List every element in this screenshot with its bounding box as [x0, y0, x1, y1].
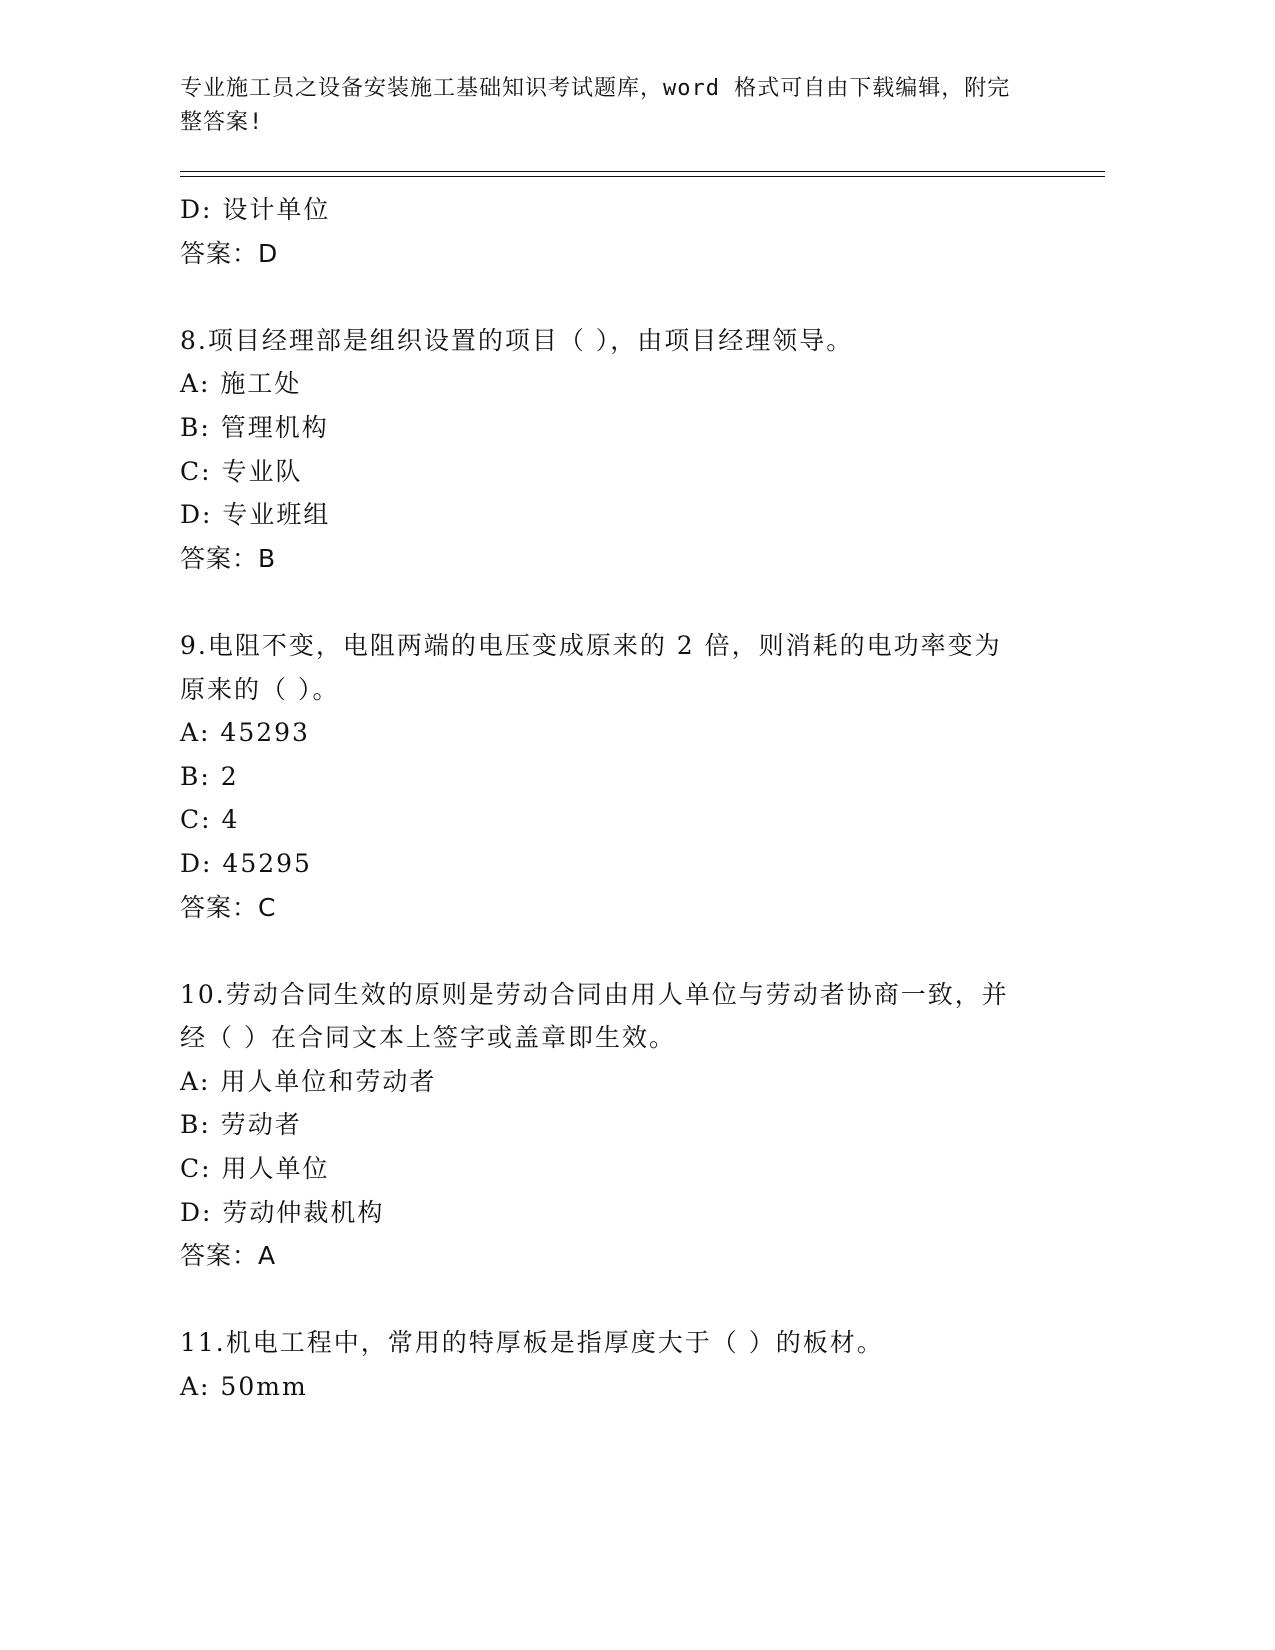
question-text: 11.机电工程中，常用的特厚板是指厚度大于（ ）的板材。 [180, 1328, 884, 1358]
spacer [180, 580, 1080, 624]
header-line-1: 专业施工员之设备安装施工基础知识考试题库，word 格式可自由下载编辑，附完 [180, 76, 1011, 101]
option-a: A: 50mm [180, 1372, 308, 1402]
spacer [180, 929, 1080, 973]
answer-line: 答案：D [180, 238, 279, 268]
question-text-line-2: 原来的（ ）。 [180, 674, 340, 704]
question-text: 8.项目经理部是组织设置的项目（ ），由项目经理领导。 [180, 325, 854, 355]
question-text-line-1: 9.电阻不变，电阻两端的电压变成原来的 2 倍，则消耗的电功率变为 [180, 630, 1002, 660]
answer-line: 答案：A [180, 1241, 277, 1271]
answer-line: 答案：B [180, 543, 277, 573]
header-rule-bottom [180, 176, 1105, 177]
option-a: A: 用人单位和劳动者 [180, 1066, 437, 1096]
option-b: B: 2 [180, 761, 239, 791]
question-text-line-2: 经（ ）在合同文本上签字或盖章即生效。 [180, 1023, 676, 1053]
option-d: D: 专业班组 [180, 500, 331, 530]
option-d: D: 设计单位 [180, 195, 331, 224]
header-rule-top [180, 171, 1105, 172]
spacer [180, 275, 1080, 319]
header-line-2: 整答案! [180, 110, 264, 135]
question-text-line-1: 10.劳动合同生效的原则是劳动合同由用人单位与劳动者协商一致，并 [180, 979, 1009, 1009]
question-block-10 [180, 973, 1080, 1278]
option-a: A: 施工处 [180, 369, 302, 399]
spacer [180, 1278, 1080, 1322]
option-c: C: 专业队 [180, 456, 303, 486]
option-b: B: 管理机构 [180, 412, 329, 442]
question-block-9 [180, 624, 1080, 929]
option-b: B: 劳动者 [180, 1110, 302, 1140]
option-d: D: 劳动仲裁机构 [180, 1197, 385, 1227]
question-block-8 [180, 319, 1080, 581]
option-a: A: 45293 [180, 718, 310, 748]
question-block-11 [180, 1321, 1080, 1408]
option-c: C: 4 [180, 805, 240, 835]
document-header [180, 72, 1060, 140]
question-block-7 [180, 188, 1080, 275]
question-list [180, 188, 1080, 1409]
option-c: C: 用人单位 [180, 1154, 330, 1184]
option-d: D: 45295 [180, 848, 312, 878]
answer-line: 答案：C [180, 892, 277, 922]
